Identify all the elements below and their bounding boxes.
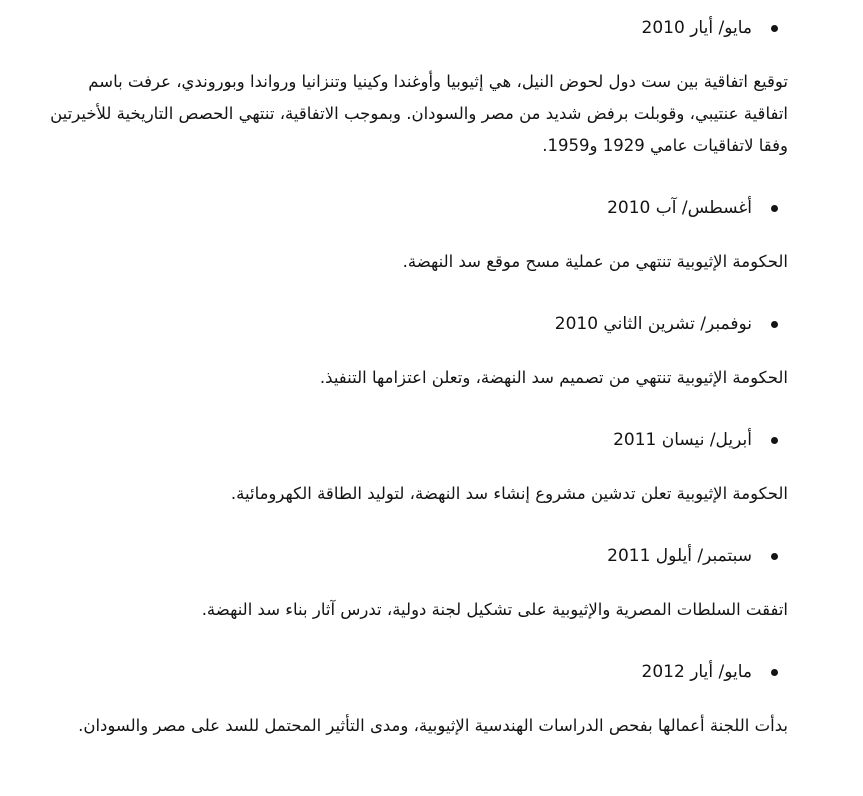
entry-text: بدأت اللجنة أعمالها بفحص الدراسات الهندسية الإثيوبية، ومدى التأثير المحتمل للسد على مصر والسودان.: [78, 716, 788, 735]
entry-date: مايو/ أيار 2012: [48, 656, 752, 688]
date-list: [48, 656, 788, 688]
entry-date: مايو/ أيار 2010: [48, 12, 752, 44]
timeline-entry: [48, 656, 788, 742]
timeline-entry: [48, 308, 788, 394]
date-list: [48, 192, 788, 224]
entry-date: أبريل/ نيسان 2011: [48, 424, 752, 456]
entry-date: سبتمبر/ أيلول 2011: [48, 540, 752, 572]
timeline-entry: [48, 424, 788, 510]
date-list: [48, 308, 788, 340]
timeline-entry: [48, 540, 788, 626]
date-list: [48, 12, 788, 44]
date-list: [48, 424, 788, 456]
entry-text: الحكومة الإثيوبية تنتهي من عملية مسح موقع سد النهضة.: [402, 252, 788, 271]
entry-date: أغسطس/ آب 2010: [48, 192, 752, 224]
entry-date: نوفمبر/ تشرين الثاني 2010: [48, 308, 752, 340]
timeline-entry: [48, 12, 788, 162]
entry-text: الحكومة الإثيوبية تعلن تدشين مشروع إنشاء سد النهضة، لتوليد الطاقة الكهرومائية.: [230, 484, 788, 503]
timeline-article: [48, 12, 788, 772]
timeline-entry: [48, 192, 788, 278]
date-list: [48, 540, 788, 572]
entry-text: الحكومة الإثيوبية تنتهي من تصميم سد النهضة، وتعلن اعتزامها التنفيذ.: [319, 368, 788, 387]
entry-text: توقيع اتفاقية بين ست دول لحوض النيل، هي إثيوبيا وأوغندا وكينيا وتنزانيا ورواندا وبوروندي، عرفت باسم اتفاقية عنتيبي، وقوبلت برفض شديد من مصر والسودان. وبموجب الاتفاقية، تنتهي الحصص التاريخية للأخيرتين وفقا لاتفاقيات عامي 1929 و1959.: [50, 72, 788, 155]
entry-text: اتفقت السلطات المصرية والإثيوبية على تشكيل لجنة دولية، تدرس آثار بناء سد النهضة.: [201, 600, 788, 619]
